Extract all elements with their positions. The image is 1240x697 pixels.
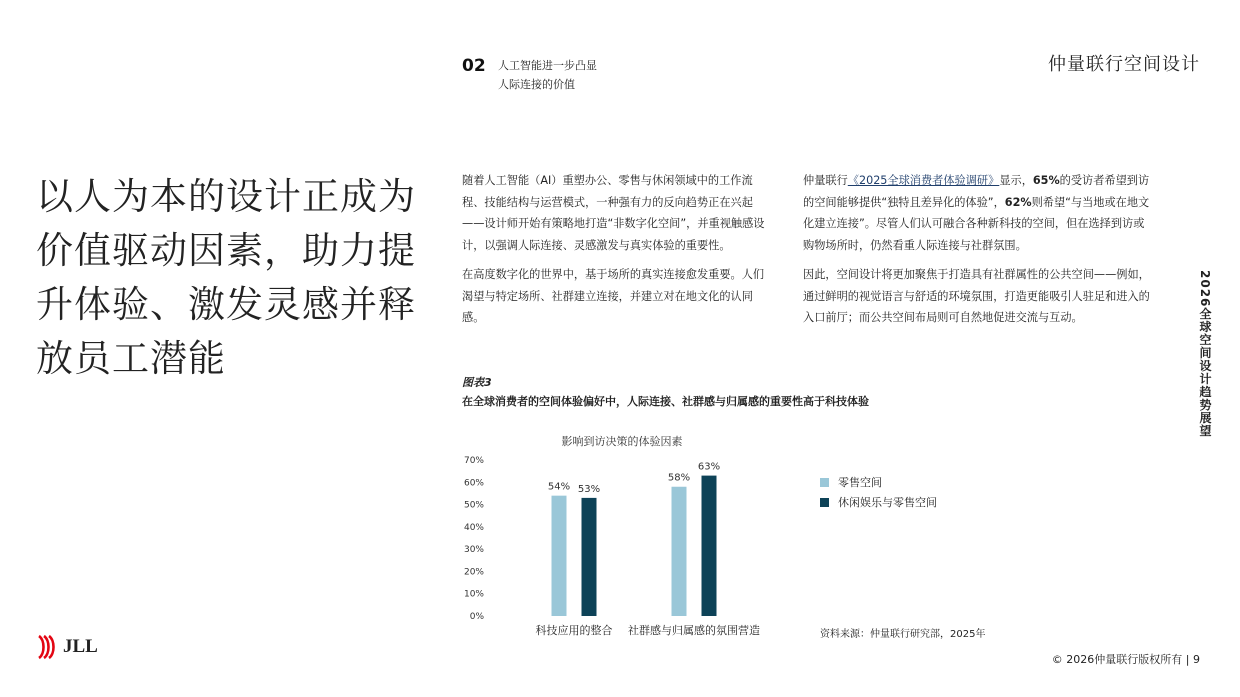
legend-item (820, 492, 937, 512)
side-report-title: 2026全球空间设计趋势展望 (1198, 270, 1212, 438)
footer-copyright: © 2026仲量联行版权所有 | 9 (1051, 653, 1200, 666)
text-run: 则希望“与当地或在地文化建立连接”。尽管人们认可融合各种新科技的空间，但在选择到访或购物场所时，仍然看重人际连接与社群氛围。 (803, 195, 1150, 252)
legend-swatch (820, 498, 829, 507)
figure-label: 图表3 (462, 376, 492, 389)
legend-label: 零售空间 (838, 476, 882, 489)
bar-value-label: 53% (577, 483, 601, 495)
stat-highlight: 65% (1032, 174, 1060, 187)
chart-source: 资料来源：仲量联行研究部，2025年 (820, 629, 986, 640)
body-paragraph: 因此，空间设计将更加聚焦于打造具有社群属性的公共空间——例如，通过鲜明的视觉语言与舒适的环境氛围，打造更能吸引人驻足和进入的入口前厅；而公共空间布局则可自然地促进交流与互动。 (803, 268, 1150, 324)
legend-label: 休闲娱乐与零售空间 (838, 496, 937, 509)
y-tick-label: 30% (463, 545, 484, 556)
y-tick-label: 20% (463, 567, 484, 578)
x-category-label: 科技应用的整合 (535, 624, 613, 637)
section-number: 02 (462, 56, 486, 76)
y-tick-label: 70% (463, 456, 484, 466)
brand-header: 仲量联行空间设计 (1048, 54, 1200, 75)
section-title-line2: 人际连接的价值 (498, 78, 575, 91)
y-tick-label: 50% (463, 500, 484, 511)
y-tick-label: 10% (463, 589, 484, 600)
page-headline: 以人为本的设计正成为价值驱动因素，助力提升体验、激发灵感并释放员工潜能 (36, 175, 416, 380)
bar-value-label: 58% (667, 472, 691, 484)
legend-swatch (820, 478, 829, 487)
bar (702, 476, 717, 616)
text-run: 仲量联行 (803, 174, 848, 187)
bar-value-label: 63% (697, 461, 721, 473)
bar-value-label: 54% (547, 481, 571, 493)
body-paragraph: 随着人工智能（AI）重塑办公、零售与休闲领域中的工作流程、技能结构与运营模式，一种强有力的反向趋势正在兴起——设计师开始有策略地打造“非数字化空间”，并重视触感设计，以强调人际连接、灵感激发与真实体验的重要性。 (462, 174, 765, 252)
text-run: 显示， (999, 174, 1033, 187)
bar (672, 487, 687, 616)
bar (582, 498, 597, 616)
y-tick-label: 40% (463, 522, 484, 533)
bar (552, 496, 567, 616)
bar-chart (440, 450, 800, 650)
legend-item (820, 472, 937, 492)
body-column-left (462, 170, 774, 337)
survey-report-link[interactable]: 《2025全球消费者体验调研》 (847, 174, 1000, 187)
x-category-label: 社群感与归属感的氛围营造 (628, 624, 760, 637)
chart-title: 影响到访决策的体验因素 (561, 435, 683, 448)
y-tick-label: 0% (469, 612, 484, 622)
jll-logo-mark-icon (36, 634, 58, 660)
text-run: 的受访者希望到访的空间能够提供“独特且差异化的体验”， (803, 174, 1150, 209)
chart-legend (820, 472, 937, 512)
stat-highlight: 62% (1004, 195, 1032, 209)
body-paragraph (803, 170, 1153, 256)
section-title-line1: 人工智能进一步凸显 (498, 59, 597, 72)
body-column-right (803, 170, 1153, 337)
body-paragraph: 在高度数字化的世界中，基于场所的真实连接愈发重要。人们渴望与特定场所、社群建立连接，并建立对在地文化的认同感。 (462, 268, 765, 324)
section-title (498, 56, 658, 94)
y-tick-label: 60% (463, 478, 484, 489)
figure-title: 在全球消费者的空间体验偏好中，人际连接、社群感与归属感的重要性高于科技体验 (462, 395, 869, 408)
jll-logo-text: JLL (63, 636, 98, 657)
jll-logo (36, 634, 98, 660)
